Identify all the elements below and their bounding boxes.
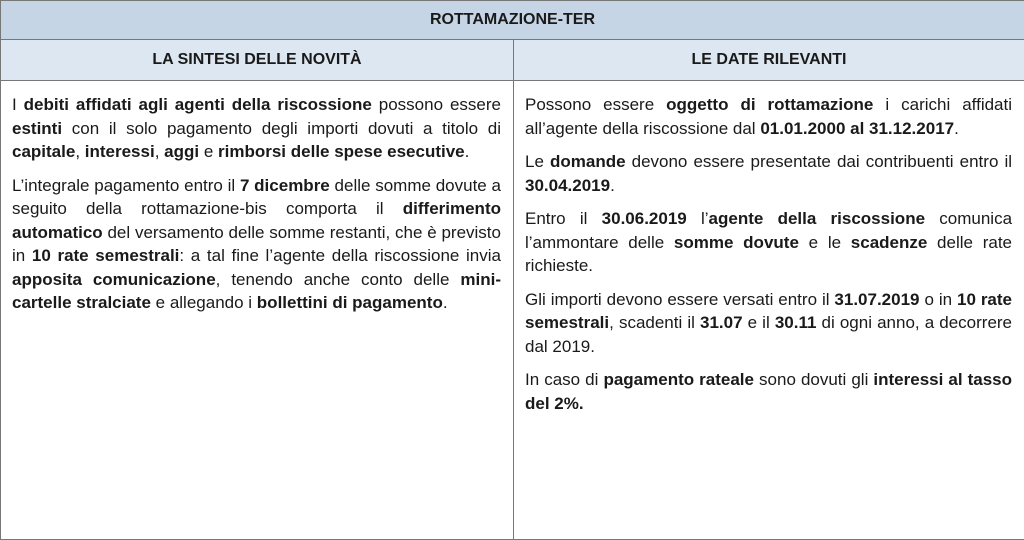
bold-text: interessi al tasso del 2%. [525, 370, 1012, 413]
bold-text: apposita comunicazione [12, 269, 216, 289]
text-run: , [75, 142, 85, 161]
bold-text: estinti [12, 118, 63, 138]
paragraph [525, 93, 1012, 140]
text-run: . [464, 142, 470, 161]
bold-text: domande [549, 152, 626, 171]
paragraph [525, 288, 1012, 359]
bold-text: differimento automatico [12, 199, 501, 242]
text-run: e [199, 142, 219, 161]
text-run: delle somme dovute a seguito della rottamazione-bis comporta il [12, 175, 501, 218]
bold-text: 10 rate semestrali [525, 289, 1013, 332]
bold-text: 30.04.2019 [525, 175, 611, 195]
text-run: delle rate richieste. [525, 232, 1012, 275]
text-run: , scadenti il [609, 313, 700, 332]
table-title: ROTTAMAZIONE-TER [1, 1, 1024, 40]
text-run: devono essere presentate dai contribuenti entro il [625, 152, 1013, 171]
bold-text: pagamento rateale [603, 370, 754, 389]
text-run: con il solo pagamento degli importi dovuti a titolo di [62, 118, 501, 138]
content-row [1, 81, 1024, 540]
bold-text: bollettini di pagamento [256, 293, 443, 312]
bold-text: 30.11 [774, 313, 817, 332]
bold-text: oggetto di rottamazione [666, 95, 874, 114]
bold-text: 30.06.2019 [601, 209, 687, 228]
bold-text: 31.07.2019 [834, 289, 920, 309]
text-run: : a tal fine l’agente della riscossione invia [179, 246, 501, 265]
bold-text: 01.01.2000 al 31.12.2017 [760, 118, 955, 138]
dates-text [514, 81, 1024, 415]
text-run: di ogni anno, a decorrere dal 2019. [525, 313, 1013, 356]
bold-text: 7 dicembre [239, 175, 330, 195]
text-run: o in [919, 289, 957, 309]
bold-text: scadenze [850, 232, 928, 252]
text-run: , [154, 142, 165, 161]
right-column-header: LE DATE RILEVANTI [514, 40, 1024, 81]
text-run: , tenendo anche conto delle [215, 269, 461, 289]
title-row [1, 1, 1024, 40]
text-run: e le [798, 232, 851, 252]
bold-text: capitale [12, 142, 76, 161]
paragraph [12, 174, 501, 315]
text-run: e allegando i [150, 293, 257, 312]
paragraph [12, 93, 501, 164]
paragraph [525, 150, 1012, 197]
text-run: possono essere [371, 95, 501, 114]
header-row [1, 40, 1024, 81]
text-run: L’integrale pagamento entro il [12, 175, 240, 195]
paragraph [525, 368, 1012, 415]
bold-text: somme dovute [673, 232, 799, 252]
text-run: Possono essere [525, 95, 667, 114]
left-column-header: LA SINTESI DELLE NOVITÀ [1, 40, 514, 81]
bold-text: 31.07 [700, 313, 743, 332]
bold-text: mini-cartelle stralciate [12, 269, 501, 312]
text-run: sono dovuti gli [754, 370, 874, 389]
paragraph [525, 207, 1012, 278]
text-run: . [954, 118, 959, 138]
text-run: l’ [686, 209, 709, 228]
bold-text: agente della riscossione [708, 209, 926, 228]
text-run: comunica l’ammontare delle [525, 209, 1013, 252]
text-run: I [12, 95, 24, 114]
bold-text: rimborsi delle spese esecutive [218, 142, 465, 161]
bold-text: interessi [84, 142, 155, 161]
bold-text: aggi [164, 142, 200, 161]
bold-text: 10 rate semestrali [31, 246, 180, 265]
text-run: In caso di [525, 370, 604, 389]
novelties-text [1, 81, 513, 315]
text-run: Entro il [525, 209, 602, 228]
text-run: del versamento delle somme restanti, che è previsto in [12, 222, 501, 265]
text-run: Le [525, 152, 550, 171]
text-run: . [442, 293, 448, 312]
bold-text: debiti affidati agli agenti della riscossione [23, 95, 372, 114]
text-run: . [610, 175, 615, 195]
novelties-cell [1, 81, 514, 540]
text-run: e il [742, 313, 775, 332]
text-run: Gli importi devono essere versati entro il [525, 289, 835, 309]
dates-cell [514, 81, 1024, 540]
text-run: i carichi affidati all’agente della riscossione dal [525, 95, 1012, 138]
